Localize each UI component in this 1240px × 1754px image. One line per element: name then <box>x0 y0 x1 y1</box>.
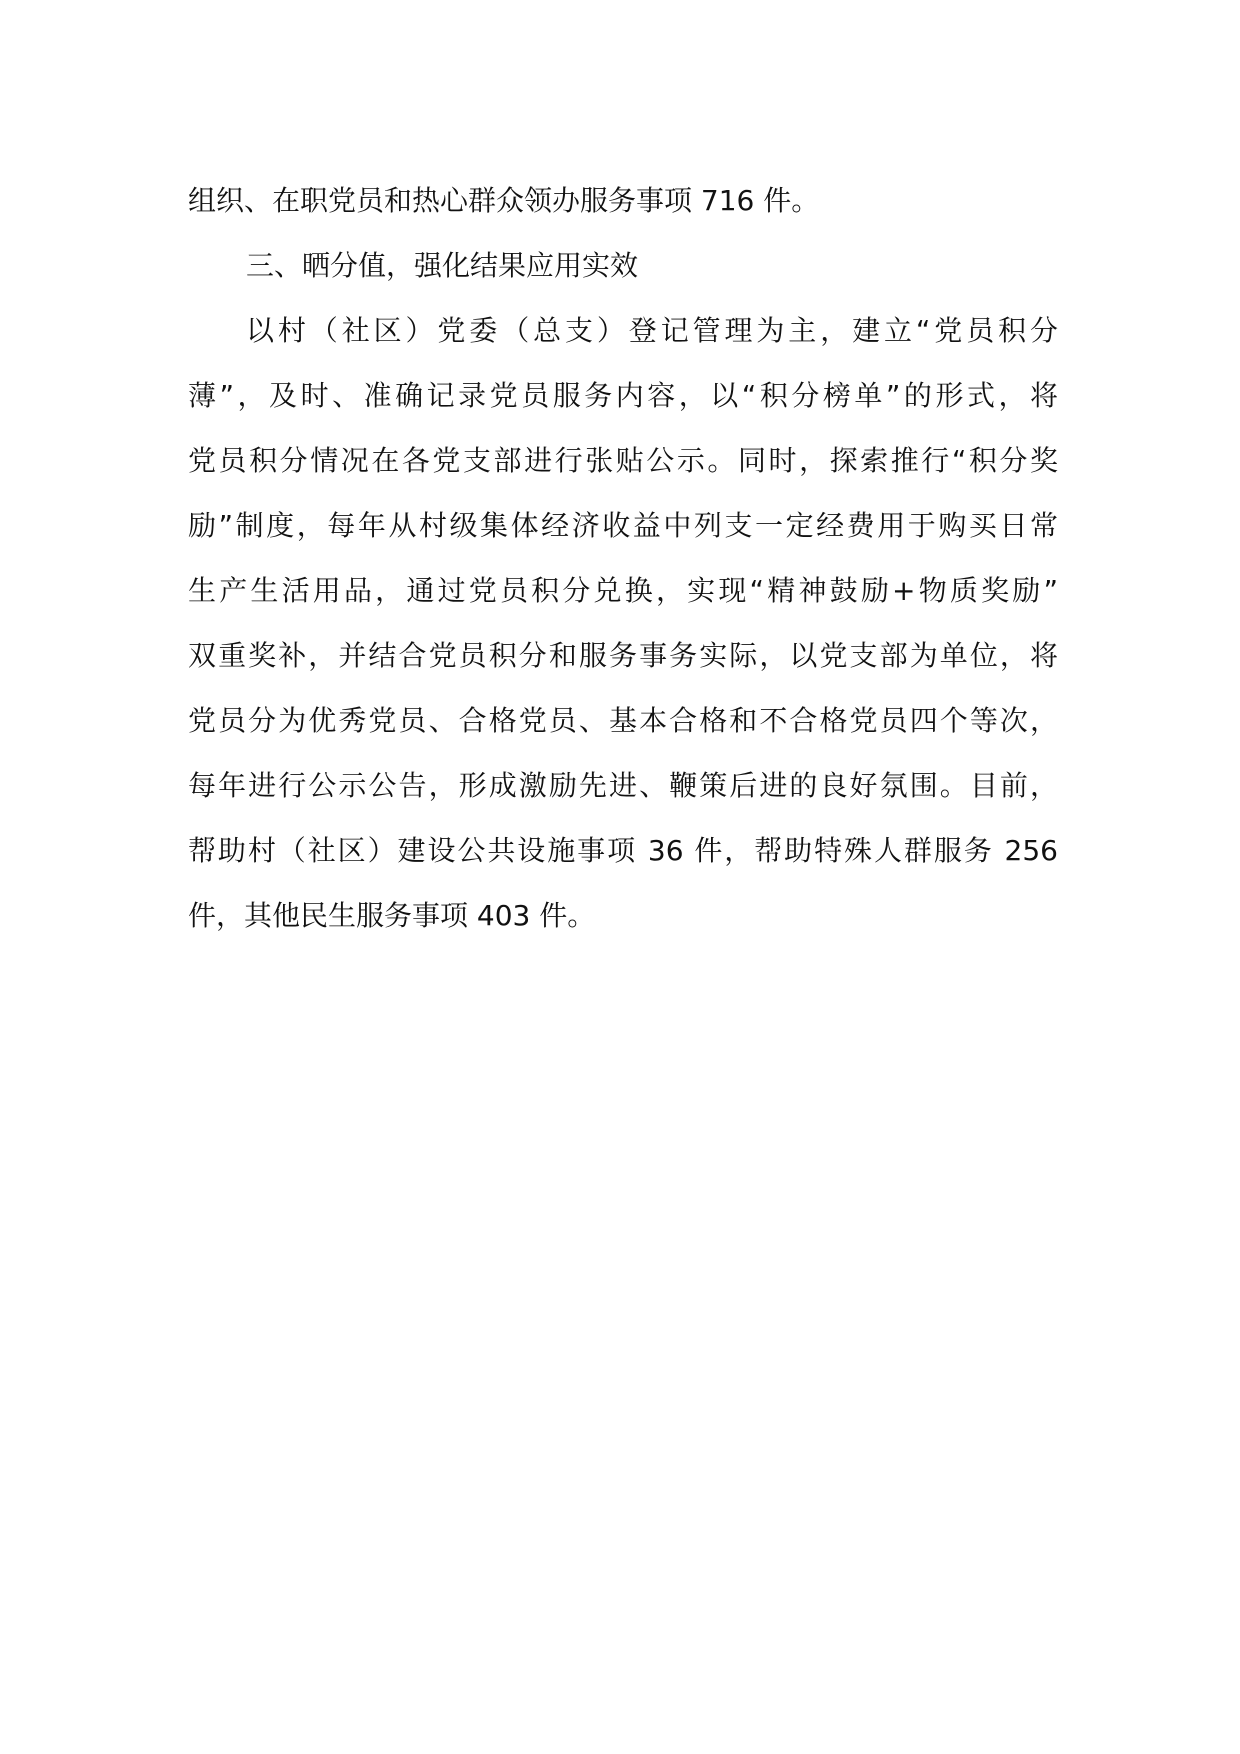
document-body <box>188 168 1058 948</box>
paragraph-line: 党员积分情况在各党支部进行张贴公示。同时，探索推行“积分奖 <box>188 444 1058 477</box>
paragraph-line: 以村（社区）党委（总支）登记管理为主，建立“党员积分 <box>246 314 1058 347</box>
paragraph-line: 生产生活用品，通过党员积分兑换，实现“精神鼓励+物质奖励” <box>188 574 1058 607</box>
paragraph-line: 励”制度，每年从村级集体经济收益中列支一定经费用于购买日常 <box>188 509 1058 542</box>
paragraph-line: 组织、在职党员和热心群众领办服务事项 716 件。 <box>188 184 820 217</box>
paragraph-line: 双重奖补，并结合党员积分和服务事务实际，以党支部为单位，将 <box>188 639 1058 672</box>
paragraph-line: 每年进行公示公告，形成激励先进、鞭策后进的良好氛围。目前， <box>188 769 1058 802</box>
paragraph-line: 帮助村（社区）建设公共设施事项 36 件，帮助特殊人群服务 256 <box>188 834 1058 867</box>
section-heading: 三、晒分值，强化结果应用实效 <box>246 249 639 282</box>
paragraph-line: 党员分为优秀党员、合格党员、基本合格和不合格党员四个等次， <box>188 704 1058 737</box>
paragraph-line: 件，其他民生服务事项 403 件。 <box>188 899 596 932</box>
paragraph-line: 薄”，及时、准确记录党员服务内容，以“积分榜单”的形式，将 <box>188 379 1058 412</box>
